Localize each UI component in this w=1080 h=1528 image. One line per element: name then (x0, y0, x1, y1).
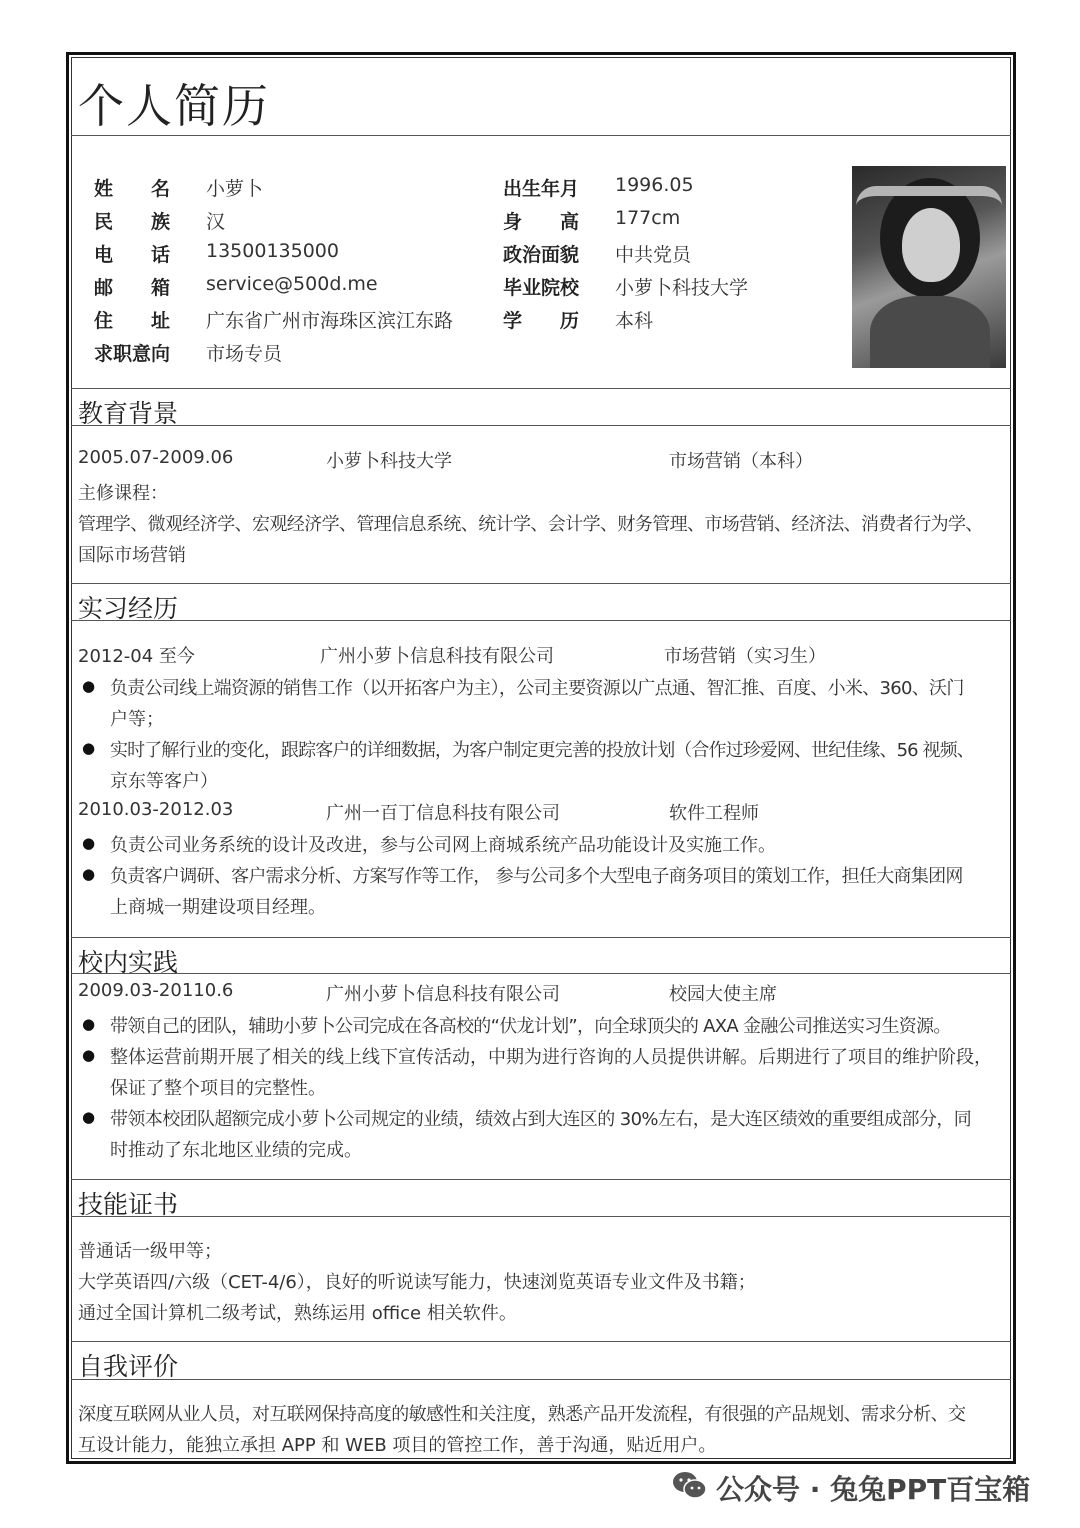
resume-title: 个人简历 (78, 79, 270, 133)
info-label-political: 政治面貌 (503, 244, 580, 266)
divider (71, 1341, 1011, 1342)
bullet-text: 京东等客户） (110, 771, 218, 792)
bullet-text: 带领自己的团队，辅助小萝卜公司完成在各高校的“伏龙计划”，向全球顶尖的 AXA 金融公司推送实习生资源。 (110, 1016, 951, 1037)
divider (71, 620, 1011, 621)
bullet-icon: ● (82, 739, 96, 757)
wechat-icon (671, 1470, 707, 1500)
info-label-address: 住址 (94, 310, 170, 332)
courses-line: 国际市场营销 (78, 545, 186, 566)
divider (71, 1216, 1011, 1217)
info-label-birth: 出生年月 (503, 178, 580, 200)
bullet-text: 负责公司线上端资源的销售工作（以开拓客户为主），公司主要资源以广点通、智汇推、百度、小米、360、沃门 (110, 678, 964, 699)
section-heading-skills: 技能证书 (78, 1190, 179, 1219)
courses-label: 主修课程： (78, 483, 168, 504)
education-major: 市场营销（本科） (669, 451, 813, 472)
divider (71, 1179, 1011, 1180)
bullet-icon: ● (82, 1108, 96, 1126)
job-role: 软件工程师 (669, 803, 759, 824)
courses-line: 管理学、微观经济学、宏观经济学、管理信息系统、统计学、会计学、财务管理、市场营销、经济法、消费者行为学、 (78, 514, 983, 535)
job-company: 广州小萝卜信息科技有限公司 (320, 646, 554, 667)
section-heading-education: 教育背景 (78, 399, 179, 428)
bullet-text: 时推动了东北地区业绩的完成。 (110, 1140, 362, 1161)
bullet-icon: ● (82, 1046, 96, 1064)
bullet-text: 带领本校团队超额完成小萝卜公司规定的业绩，绩效占到大连区的 30%左右，是大连区绩效的重要组成部分，同 (110, 1109, 972, 1130)
section-heading-campus: 校内实践 (78, 948, 179, 977)
bullet-text: 户等； (110, 709, 164, 730)
info-label-name: 姓名 (94, 178, 170, 200)
divider (71, 583, 1011, 584)
info-value-phone: 13500135000 (206, 240, 339, 262)
divider (71, 973, 1011, 974)
job-company: 广州一百丁信息科技有限公司 (326, 803, 560, 824)
info-label-objective: 求职意向 (94, 343, 171, 365)
info-value-political: 中共党员 (615, 244, 692, 266)
info-value-name: 小萝卜 (206, 178, 264, 200)
divider (71, 425, 1011, 426)
campus-company: 广州小萝卜信息科技有限公司 (326, 984, 560, 1005)
campus-period: 2009.03-20110.6 (78, 980, 234, 1001)
portrait-photo (852, 166, 1006, 368)
info-value-address: 广东省广州市海珠区滨江东路 (206, 310, 454, 332)
info-value-ethnicity: 汉 (206, 211, 226, 233)
info-label-height: 身高 (503, 211, 579, 233)
info-label-phone: 电话 (94, 244, 170, 266)
bullet-text: 负责公司业务系统的设计及改进，参与公司网上商城系统产品功能设计及实施工作。 (110, 835, 776, 856)
info-label-email: 邮箱 (94, 277, 170, 299)
info-value-birth: 1996.05 (615, 174, 694, 196)
divider (71, 937, 1011, 938)
education-period: 2005.07-2009.06 (78, 447, 234, 468)
divider (71, 388, 1011, 389)
skill-line: 大学英语四/六级（CET-4/6），良好的听说读写能力，快速浏览英语专业文件及书籍； (78, 1272, 756, 1293)
bullet-text: 整体运营前期开展了相关的线上线下宣传活动，中期为进行咨询的人员提供讲解。后期进行了项目的维护阶段， (110, 1047, 992, 1068)
info-value-degree: 本科 (615, 310, 654, 332)
info-value-email: service@500d.me (206, 273, 378, 295)
self-eval-line: 深度互联网从业人员，对互联网保持高度的敏感性和关注度，熟悉产品开发流程，有很强的产品规划、需求分析、交 (78, 1404, 966, 1425)
job-period: 2012-04 至今 (78, 646, 195, 667)
info-label-ethnicity: 民族 (94, 211, 170, 233)
info-value-height: 177cm (615, 207, 681, 229)
info-value-objective: 市场专员 (206, 343, 283, 365)
bullet-icon: ● (82, 865, 96, 883)
skill-line: 普通话一级甲等； (78, 1241, 222, 1262)
info-label-school: 毕业院校 (503, 277, 580, 299)
bullet-icon: ● (82, 677, 96, 695)
bullet-icon: ● (82, 1015, 96, 1033)
bullet-text: 保证了整个项目的完整性。 (110, 1078, 326, 1099)
skill-line: 通过全国计算机二级考试，熟练运用 office 相关软件。 (78, 1303, 517, 1324)
campus-role: 校园大使主席 (669, 984, 777, 1005)
bullet-text: 实时了解行业的变化，跟踪客户的详细数据，为客户制定更完善的投放计划（合作过珍爱网、世纪佳缘、56 视频、 (110, 740, 974, 761)
education-school: 小萝卜科技大学 (326, 451, 452, 472)
self-eval-line: 互设计能力，能独立承担 APP 和 WEB 项目的管控工作，善于沟通，贴近用户。 (78, 1435, 717, 1456)
divider (71, 135, 1011, 136)
bullet-text: 上商城一期建设项目经理。 (110, 897, 326, 918)
watermark-text: 公众号 · 兔兔PPT百宝箱 (716, 1473, 1031, 1506)
info-value-school: 小萝卜科技大学 (615, 277, 749, 299)
section-heading-internship: 实习经历 (78, 594, 179, 623)
section-heading-self-eval: 自我评价 (78, 1352, 179, 1381)
bullet-text: 负责客户调研、客户需求分析、方案写作等工作， 参与公司多个大型电子商务项目的策划工作，担任大商集团网 (110, 866, 963, 887)
divider (71, 1379, 1011, 1380)
job-role: 市场营销（实习生） (664, 646, 826, 667)
job-period: 2010.03-2012.03 (78, 799, 234, 820)
bullet-icon: ● (82, 834, 96, 852)
info-label-degree: 学历 (503, 310, 579, 332)
